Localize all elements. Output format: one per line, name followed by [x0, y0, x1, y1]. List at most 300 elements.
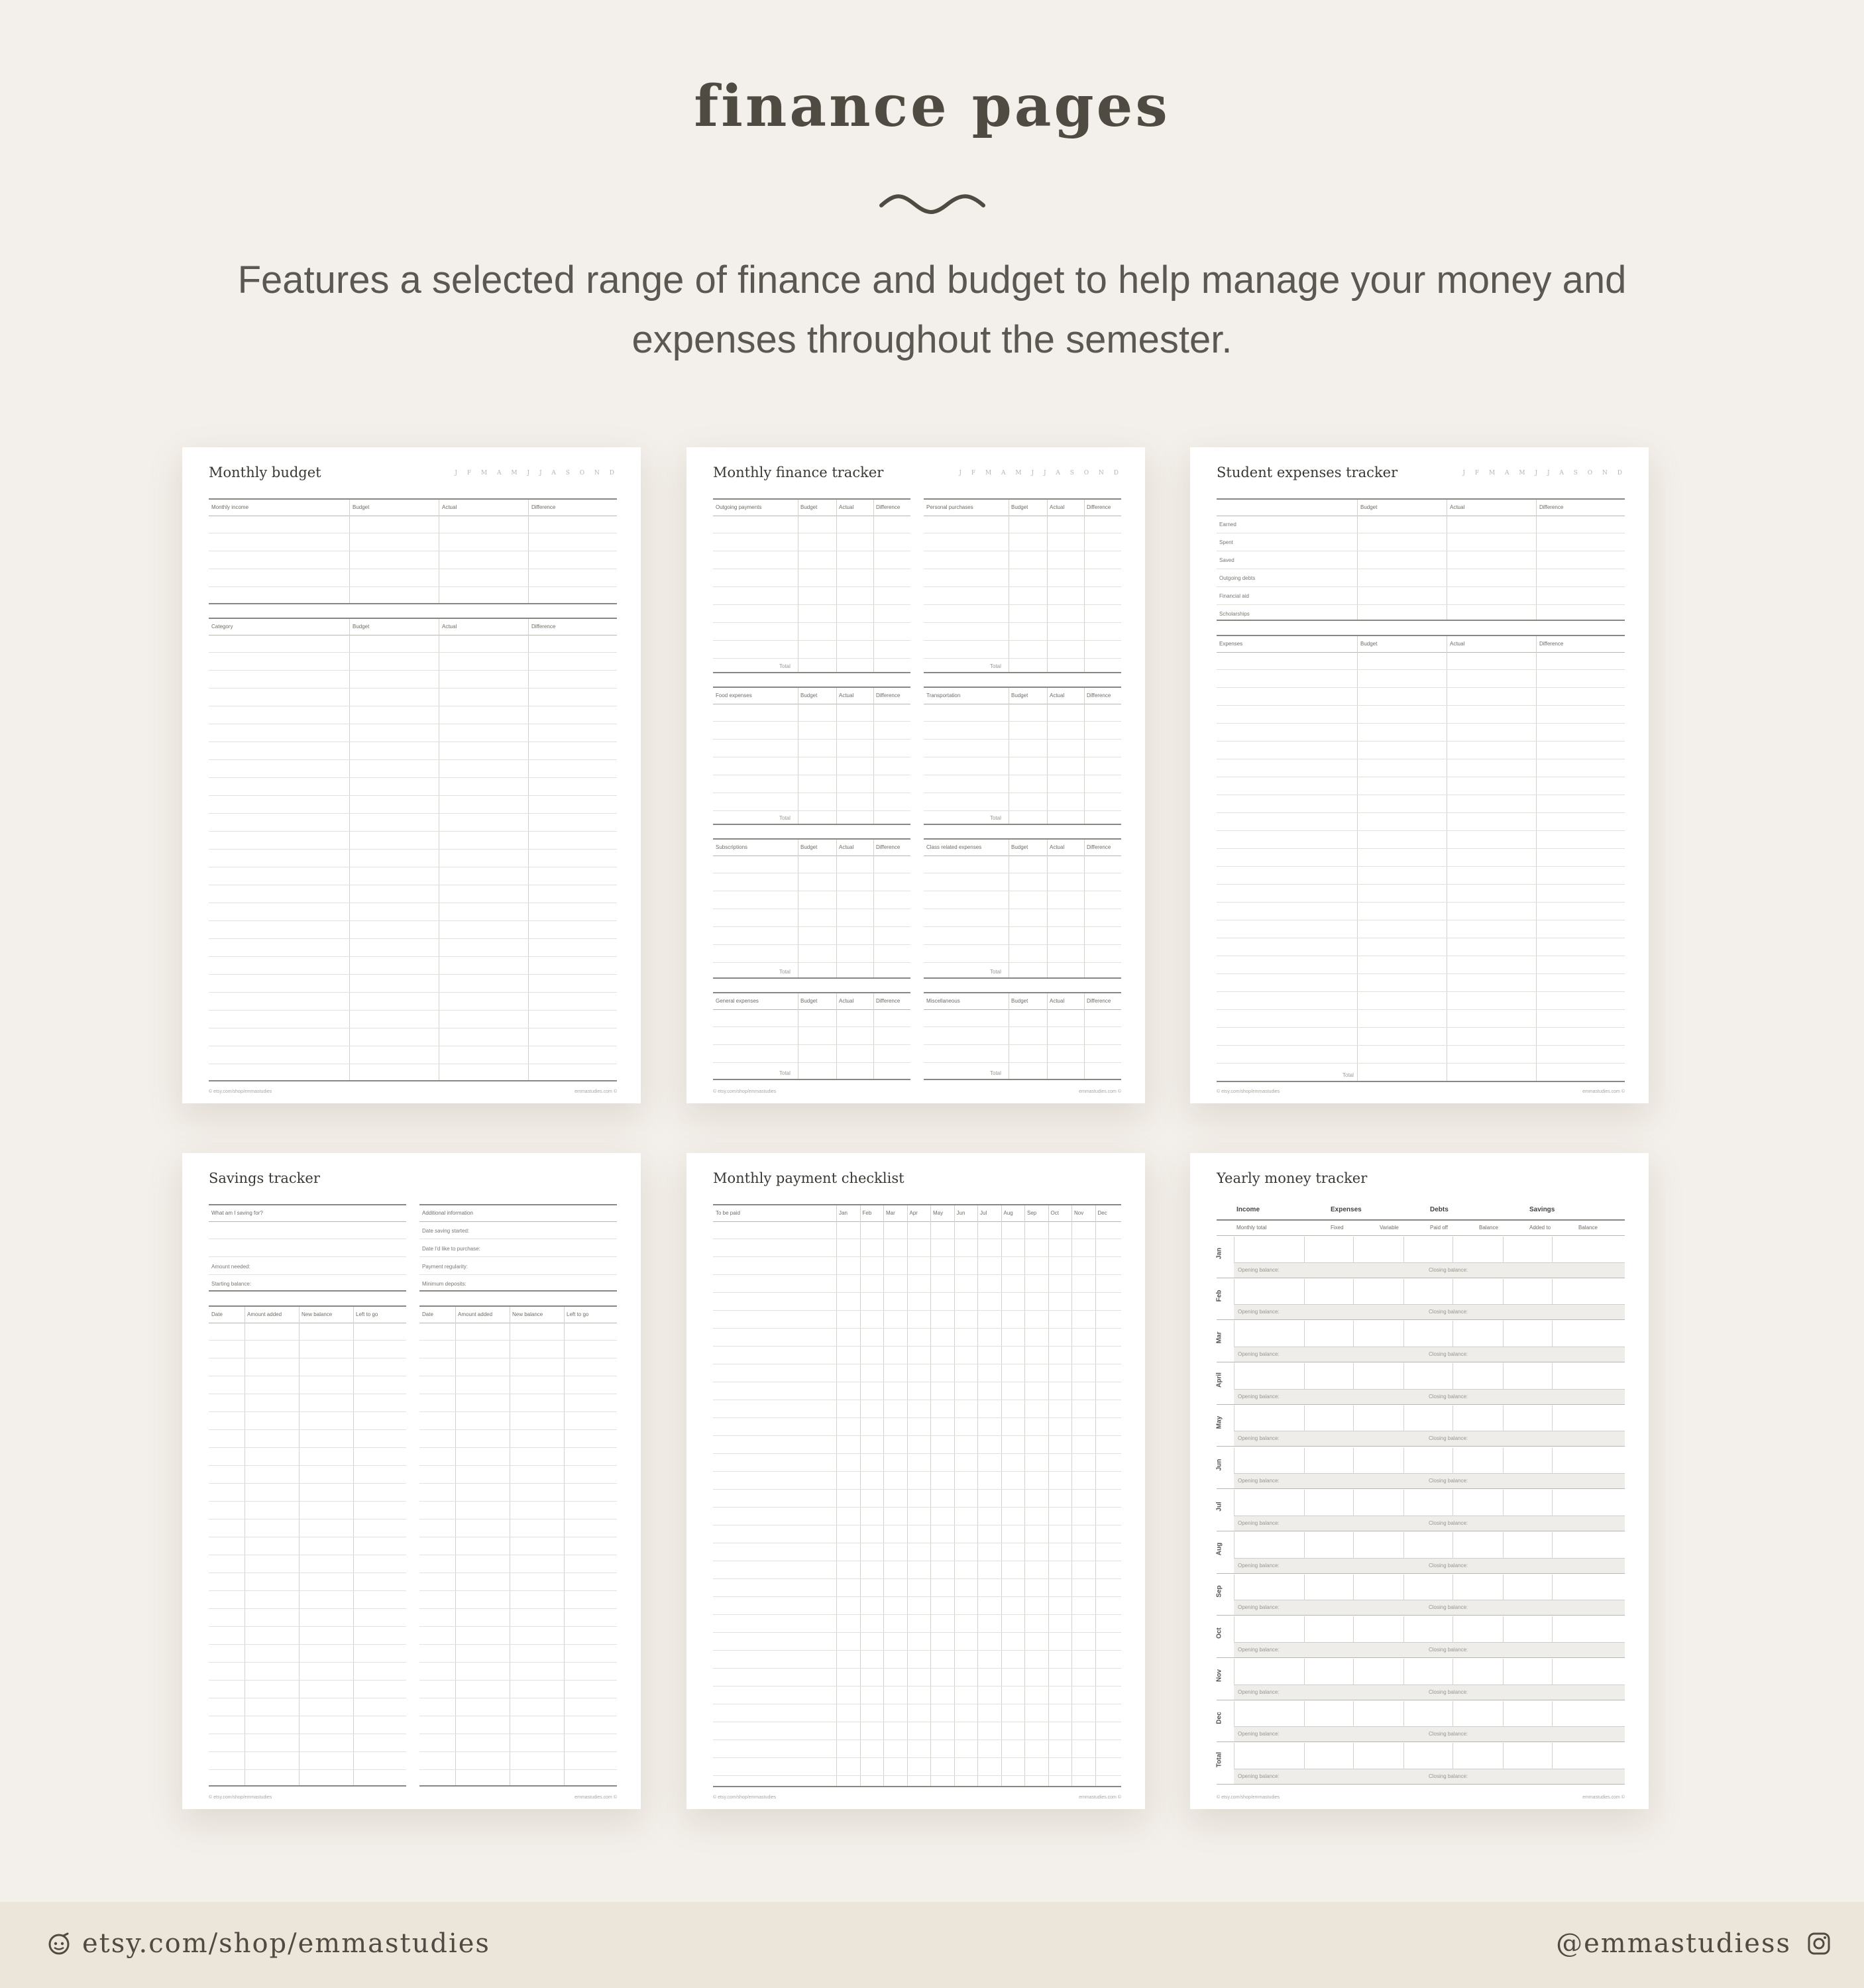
row-line — [419, 1340, 617, 1341]
shop-link[interactable]: etsy.com/shop/emmastudies — [82, 1928, 490, 1959]
group-savings: Savings — [1529, 1206, 1555, 1213]
month-header-apr: Apr — [909, 1210, 918, 1216]
row-line — [924, 810, 1121, 811]
month-label-may: May — [1215, 1415, 1223, 1429]
cell-divider — [1552, 1616, 1553, 1643]
cell-divider — [1503, 1279, 1504, 1305]
section-header — [924, 500, 1121, 516]
payment-checklist-title: Monthly payment checklist — [713, 1170, 905, 1186]
balance-bar — [1234, 1726, 1625, 1741]
row-line — [209, 1429, 406, 1430]
month-label-nov: Nov — [1215, 1669, 1223, 1682]
balance-bar — [1234, 1473, 1625, 1488]
cell-divider — [1503, 1490, 1504, 1516]
month-block — [1217, 1406, 1625, 1447]
row-line — [209, 920, 617, 921]
cell-divider — [1403, 1616, 1404, 1643]
starting-balance-label: Starting balance: — [211, 1281, 252, 1287]
row-line — [713, 926, 910, 927]
cell-divider — [1552, 1279, 1553, 1305]
row-line — [209, 759, 617, 760]
opening-balance-label: Opening balance: — [1238, 1731, 1280, 1738]
opening-balance-label: Opening balance: — [1238, 1688, 1280, 1695]
monthly-budget-title: Monthly budget — [209, 465, 321, 480]
row-line — [713, 1256, 1121, 1257]
cell-divider — [1552, 1448, 1553, 1474]
month-label-aug: Aug — [1215, 1542, 1223, 1556]
row-line — [209, 652, 617, 653]
cell-divider — [1503, 1448, 1504, 1474]
footer-right: emmastudies.com © — [1582, 1089, 1625, 1094]
closing-balance-label: Closing balance: — [1429, 1393, 1468, 1400]
row-line — [209, 1662, 406, 1663]
column-line — [836, 993, 837, 1079]
opening-balance-label: Opening balance: — [1238, 1604, 1280, 1611]
opening-balance-label: Opening balance: — [1238, 1351, 1280, 1358]
row-financial-aid: Financial aid — [1219, 593, 1249, 599]
cell-divider — [1304, 1532, 1305, 1559]
row-line — [713, 1026, 910, 1027]
row-line — [1217, 902, 1625, 903]
month-header-feb: Feb — [862, 1210, 872, 1216]
row-line — [713, 962, 910, 963]
row-line — [713, 1668, 1121, 1669]
row-line — [713, 1453, 1121, 1454]
row-line — [924, 604, 1121, 605]
section-header-actual: Actual — [1050, 504, 1065, 510]
row-line — [924, 622, 1121, 623]
student-expenses-title: Student expenses tracker — [1217, 465, 1398, 480]
closing-balance-label: Closing balance: — [1429, 1309, 1468, 1315]
cell-divider — [1403, 1406, 1404, 1432]
row-line — [924, 926, 1121, 927]
cell-divider — [1403, 1701, 1404, 1728]
row-line — [419, 1483, 617, 1484]
footer-left: © etsy.com/shop/emmastudies — [209, 1089, 272, 1094]
row-line — [713, 1632, 1121, 1633]
row-line — [713, 604, 910, 605]
cell-divider — [1503, 1701, 1504, 1728]
row-line — [924, 1062, 1121, 1063]
saving-for-label: What am I saving for? — [211, 1210, 263, 1216]
column-line — [1084, 688, 1085, 824]
section-header — [713, 688, 910, 704]
closing-balance-label: Closing balance: — [1429, 1604, 1468, 1611]
footer-left: © etsy.com/shop/emmastudies — [713, 1795, 777, 1800]
header-to-be-paid: To be paid — [716, 1210, 740, 1216]
month-initials: J F M A M J J A S O N D — [1462, 470, 1626, 476]
row-line — [209, 1411, 406, 1412]
row-line — [1217, 1009, 1625, 1010]
row-line — [713, 1435, 1121, 1436]
section-header-diff: Difference — [1087, 998, 1111, 1004]
row-line — [209, 1483, 406, 1484]
row-line — [209, 1626, 406, 1627]
row-line — [209, 688, 617, 689]
row-line — [419, 1680, 617, 1681]
row-line — [713, 739, 910, 740]
section-header-label: Miscellaneous — [926, 998, 960, 1004]
row-line — [209, 1340, 406, 1341]
cell-divider — [1403, 1532, 1404, 1559]
savings-tracker-title: Savings tracker — [209, 1170, 320, 1186]
row-line — [209, 1769, 406, 1770]
cell-divider — [1353, 1701, 1354, 1728]
month-block — [1217, 1532, 1625, 1574]
cell-divider — [1403, 1490, 1404, 1516]
month-block — [1217, 1363, 1625, 1405]
cell-divider — [1552, 1490, 1553, 1516]
cell-divider — [1503, 1743, 1504, 1769]
row-line — [209, 1680, 406, 1681]
monthly-budget-page — [182, 447, 641, 1103]
header-budget: Budget — [1360, 504, 1378, 510]
subheader-row — [1217, 1219, 1625, 1236]
month-block — [1217, 1616, 1625, 1658]
closing-balance-label: Closing balance: — [1429, 1351, 1468, 1358]
cell-divider — [1503, 1406, 1504, 1432]
row-line — [713, 1507, 1121, 1508]
month-header-jun: Jun — [956, 1210, 965, 1216]
section-header-actual: Actual — [839, 692, 854, 698]
cell-divider — [1503, 1659, 1504, 1685]
header-budget: Budget — [353, 624, 370, 630]
section-header-budget: Budget — [800, 998, 818, 1004]
subheader-4: Balance — [1479, 1225, 1498, 1231]
section-header-budget: Budget — [800, 692, 818, 698]
section-header-budget: Budget — [1011, 844, 1028, 850]
section-header — [713, 840, 910, 856]
cell-divider — [1552, 1574, 1553, 1601]
subheader-0: Monthly total — [1236, 1225, 1267, 1231]
additional-info-box — [419, 1204, 617, 1292]
row-line — [713, 1292, 1121, 1293]
cell-divider — [1403, 1659, 1404, 1685]
column-line — [1357, 500, 1358, 620]
section-total-label: Total — [779, 815, 791, 821]
section-total-label: Total — [779, 969, 791, 975]
row-line — [713, 810, 910, 811]
row-line — [713, 1775, 1121, 1776]
cell-divider — [1353, 1490, 1354, 1516]
section-total-label: Total — [990, 1070, 1001, 1076]
row-line — [1217, 741, 1625, 742]
expenses-table — [1217, 635, 1625, 1082]
section-header-label: Personal purchases — [926, 504, 973, 510]
row-line — [209, 1447, 406, 1448]
column-line — [1357, 636, 1358, 1081]
row-line — [419, 1769, 617, 1770]
section-header-diff: Difference — [876, 998, 901, 1004]
balance-bar — [1234, 1389, 1625, 1404]
row-line — [1217, 669, 1625, 670]
month-block — [1217, 1659, 1625, 1700]
month-label-dec: Dec — [1215, 1712, 1223, 1724]
row-line — [209, 670, 617, 671]
footer-left: © etsy.com/shop/emmastudies — [1217, 1089, 1280, 1094]
savings-tracker-page — [182, 1153, 641, 1809]
row-outgoing-debts: Outgoing debts — [1219, 575, 1256, 581]
month-header-sep: Sep — [1027, 1210, 1037, 1216]
month-block — [1217, 1743, 1625, 1785]
header-left-to-go: Left to go — [567, 1311, 589, 1317]
opening-balance-label: Opening balance: — [1238, 1646, 1280, 1653]
column-line — [349, 500, 350, 603]
cell-divider — [1304, 1363, 1305, 1390]
cell-divider — [1503, 1616, 1504, 1643]
payment-regularity-label: Payment regularity: — [422, 1264, 468, 1270]
month-block — [1217, 1701, 1625, 1743]
footer-right: emmastudies.com © — [1079, 1795, 1121, 1800]
column-line — [873, 500, 874, 672]
month-label-oct: Oct — [1215, 1628, 1223, 1639]
category-table — [209, 618, 617, 1081]
opening-balance-label: Opening balance: — [1238, 1519, 1280, 1526]
cell-divider — [1304, 1743, 1305, 1769]
row-line — [924, 944, 1121, 945]
cell-divider — [1353, 1659, 1354, 1685]
row-line — [713, 1310, 1121, 1311]
section-header-actual: Actual — [839, 844, 854, 850]
cell-divider — [1304, 1321, 1305, 1347]
row-line — [1217, 991, 1625, 992]
month-initials: J F M A M J J A S O N D — [455, 470, 618, 476]
column-line — [836, 500, 837, 672]
row-line — [1217, 604, 1625, 605]
savings-log-right — [419, 1305, 617, 1787]
section-header-label: Class related expenses — [926, 844, 982, 850]
balance-bar — [1234, 1769, 1625, 1784]
student-expenses-page — [1190, 447, 1649, 1103]
month-label-jan: Jan — [1215, 1247, 1223, 1260]
footer-left: © etsy.com/shop/emmastudies — [1217, 1795, 1280, 1800]
cell-divider — [1304, 1406, 1305, 1432]
row-line — [713, 1328, 1121, 1329]
month-label-mar: Mar — [1215, 1332, 1223, 1344]
header-actual: Actual — [442, 504, 457, 510]
row-line — [209, 831, 617, 832]
row-line — [713, 586, 910, 587]
row-line — [924, 658, 1121, 659]
cell-divider — [1304, 1659, 1305, 1685]
month-label-jul: Jul — [1215, 1502, 1223, 1512]
row-line — [419, 1411, 617, 1412]
header-monthly-income: Monthly income — [211, 504, 249, 510]
header-amount-added: Amount added — [247, 1311, 282, 1317]
date-purchase-label: Date I'd like to purchase: — [422, 1246, 480, 1252]
section-header — [924, 688, 1121, 704]
row-line — [713, 944, 910, 945]
cell-divider — [1403, 1743, 1404, 1769]
closing-balance-label: Closing balance: — [1429, 1478, 1468, 1484]
column-line — [528, 500, 529, 603]
row-line — [419, 1429, 617, 1430]
cell-divider — [1304, 1490, 1305, 1516]
column-line — [1084, 500, 1085, 672]
header-amount-added: Amount added — [458, 1311, 493, 1317]
cell-divider — [1353, 1321, 1354, 1347]
row-line — [209, 974, 617, 975]
cell-divider — [1353, 1406, 1354, 1432]
row-line — [419, 1447, 617, 1448]
month-header-dec: Dec — [1097, 1210, 1107, 1216]
cell-divider — [1353, 1574, 1354, 1601]
row-line — [209, 992, 617, 993]
row-line — [1217, 586, 1625, 587]
row-line — [419, 1626, 617, 1627]
row-line — [924, 721, 1121, 722]
savings-log-left — [209, 1305, 406, 1787]
opening-balance-label: Opening balance: — [1238, 1773, 1280, 1780]
month-header-nov: Nov — [1074, 1210, 1084, 1216]
finance-section — [924, 838, 1121, 979]
row-line — [419, 1501, 617, 1502]
row-line — [713, 1471, 1121, 1472]
balance-bar — [1234, 1558, 1625, 1573]
handle-link[interactable]: @emmastudiess — [1556, 1928, 1791, 1959]
cell-divider — [1552, 1532, 1553, 1559]
cell-divider — [1552, 1237, 1553, 1263]
row-line — [713, 640, 910, 641]
row-line — [713, 721, 910, 722]
saving-goal-box — [209, 1204, 406, 1292]
subheader-1: Fixed — [1331, 1225, 1344, 1231]
section-header-diff: Difference — [1087, 844, 1111, 850]
closing-balance-label: Closing balance: — [1429, 1519, 1468, 1526]
row-line — [713, 1614, 1121, 1615]
month-block — [1217, 1237, 1625, 1278]
subheader-6: Balance — [1578, 1225, 1598, 1231]
subheader-3: Paid off — [1430, 1225, 1448, 1231]
section-header-budget: Budget — [1011, 998, 1028, 1004]
row-line — [419, 1644, 617, 1645]
row-line — [419, 1751, 617, 1752]
row-line — [419, 1256, 617, 1257]
month-block — [1217, 1574, 1625, 1616]
section-header-diff: Difference — [876, 844, 901, 850]
row-line — [209, 586, 617, 587]
row-line — [1217, 1045, 1625, 1046]
cell-divider — [1503, 1532, 1504, 1559]
section-header — [924, 993, 1121, 1010]
section-header-diff: Difference — [876, 504, 901, 510]
footer-right: emmastudies.com © — [575, 1089, 617, 1094]
finance-section — [713, 838, 910, 979]
opening-balance-label: Opening balance: — [1238, 1562, 1280, 1569]
total-label: Total — [1343, 1072, 1354, 1078]
section-header-label: Subscriptions — [716, 844, 748, 850]
balance-bar — [1234, 1516, 1625, 1531]
header-left-to-go: Left to go — [356, 1311, 378, 1317]
balance-bar — [1234, 1347, 1625, 1362]
month-header-jan: Jan — [839, 1210, 848, 1216]
row-line — [713, 658, 910, 659]
section-total-label: Total — [779, 663, 791, 669]
row-line — [209, 795, 617, 796]
section-total-label: Total — [990, 663, 1001, 669]
month-header-oct: Oct — [1050, 1210, 1059, 1216]
finance-tracker-page — [686, 447, 1145, 1103]
header-category: Category — [211, 624, 233, 630]
row-line — [419, 1465, 617, 1466]
month-label-total: Total — [1215, 1752, 1223, 1768]
month-label-sep: Sep — [1215, 1584, 1223, 1598]
row-line — [713, 1417, 1121, 1418]
row-line — [419, 1608, 617, 1609]
row-line — [924, 739, 1121, 740]
row-line — [209, 777, 617, 778]
month-header-jul: Jul — [980, 1210, 987, 1216]
group-expenses: Expenses — [1331, 1206, 1362, 1213]
month-block — [1217, 1490, 1625, 1531]
instagram-icon — [1806, 1931, 1832, 1956]
cell-divider — [1552, 1701, 1553, 1728]
cell-divider — [1552, 1321, 1553, 1347]
footer-right: emmastudies.com © — [1079, 1089, 1121, 1094]
header-actual: Actual — [1450, 641, 1465, 647]
balance-bar — [1234, 1642, 1625, 1657]
cell-divider — [1503, 1237, 1504, 1263]
cell-divider — [1353, 1279, 1354, 1305]
section-header — [924, 840, 1121, 856]
balance-bar — [1234, 1431, 1625, 1446]
cell-divider — [1552, 1743, 1553, 1769]
additional-info-label: Additional information — [422, 1210, 473, 1216]
header-new-balance: New balance — [512, 1311, 543, 1317]
header-date: Date — [422, 1311, 433, 1317]
balance-bar — [1234, 1262, 1625, 1278]
cell-divider — [1304, 1574, 1305, 1601]
column-line — [1047, 500, 1048, 672]
row-line — [209, 1608, 406, 1609]
cell-divider — [1353, 1363, 1354, 1390]
cell-divider — [1304, 1237, 1305, 1263]
closing-balance-label: Closing balance: — [1429, 1731, 1468, 1738]
balance-bar — [1234, 1600, 1625, 1615]
section-header-actual: Actual — [1050, 692, 1065, 698]
column-line — [299, 1307, 300, 1785]
row-line — [924, 962, 1121, 963]
payment-checklist-page — [686, 1153, 1145, 1809]
etsy-icon — [46, 1931, 72, 1956]
row-line — [1217, 687, 1625, 688]
subheader-5: Added to — [1529, 1225, 1551, 1231]
month-block — [1217, 1448, 1625, 1490]
row-line — [713, 1274, 1121, 1275]
row-line — [1217, 723, 1625, 724]
opening-balance-label: Opening balance: — [1238, 1393, 1280, 1400]
section-header — [713, 500, 910, 516]
row-line — [209, 938, 617, 939]
row-line — [924, 640, 1121, 641]
row-line — [209, 1644, 406, 1645]
column-line — [1084, 993, 1085, 1079]
section-header-actual: Actual — [1050, 844, 1065, 850]
cell-divider — [1353, 1237, 1354, 1263]
opening-balance-label: Opening balance: — [1238, 1435, 1280, 1442]
column-line — [1536, 500, 1537, 620]
cell-divider — [1552, 1406, 1553, 1432]
row-line — [419, 1662, 617, 1663]
cell-divider — [1403, 1574, 1404, 1601]
row-line — [713, 1650, 1121, 1651]
section-header-label: Food expenses — [716, 692, 752, 698]
section-header-budget: Budget — [1011, 692, 1028, 698]
row-line — [1217, 830, 1625, 831]
income-table — [209, 498, 617, 604]
finance-tracker-title: Monthly finance tracker — [713, 465, 884, 480]
header-actual: Actual — [1450, 504, 1465, 510]
